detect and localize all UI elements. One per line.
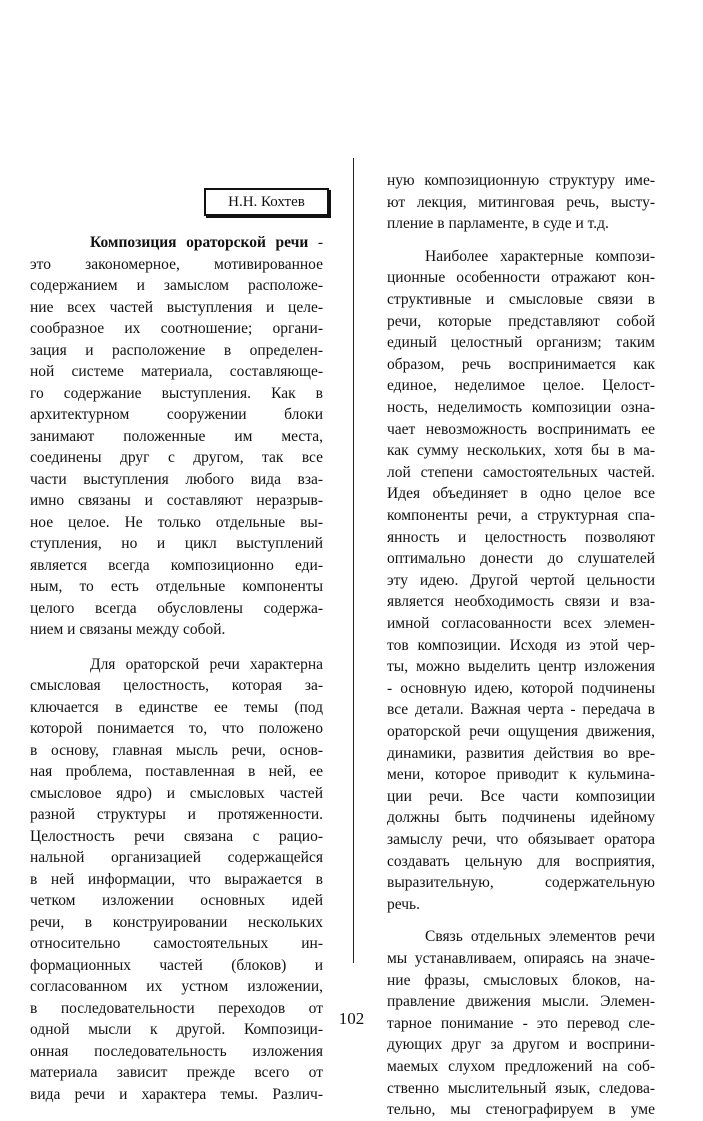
line-text: целого всегда обусловлены содержа- (30, 599, 323, 617)
line-text: единое, неделимое целое. Целост- (387, 377, 655, 395)
line-text: ние всех частей выступления и целе- (30, 298, 323, 316)
line-text: в ней информации, что выражается в (30, 870, 323, 888)
line-text: тарное понимание - это перевод сле- (387, 1014, 655, 1032)
text-line (30, 404, 323, 426)
text-line (387, 548, 655, 570)
line-text: тов композиции. Исходя из этой чер- (387, 636, 655, 654)
text-line (30, 383, 323, 405)
line-text: четком изложении основных идей (30, 892, 323, 909)
line-text: тельно, мы стенографируем в уме (387, 1101, 655, 1119)
text-line (387, 397, 655, 419)
line-text: динамики, развития действия во вре- (387, 744, 655, 762)
line-text: архитектурном сооружении блоки (30, 406, 323, 423)
text-line (30, 890, 323, 912)
line-text: речи, которые представляют собой (387, 312, 655, 330)
text-line (387, 440, 655, 462)
line-text: чает невозможность воспринимать ее (387, 420, 655, 438)
line-text: Идея объединяет в одно целое все (387, 485, 655, 503)
line-text: ораторской речи ощущения движения, (387, 723, 655, 740)
text-line (30, 933, 323, 955)
line-text: ние фразы, смысловых блоков, на- (387, 971, 655, 989)
text-line (30, 976, 323, 998)
line-text: ключается в единстве ее темы (под (30, 698, 323, 716)
line-text: содержанием и замыслом расположе- (30, 277, 323, 294)
text-line (30, 783, 323, 805)
line-text: является необходимость связи и вза- (387, 593, 655, 611)
line-text: является всегда композиционно еди- (30, 556, 323, 574)
text-line (387, 1099, 655, 1121)
text-line (387, 527, 655, 549)
text-line (30, 447, 323, 469)
text-line (30, 361, 323, 383)
text-line (387, 462, 655, 484)
text-line (387, 699, 655, 721)
text-line (30, 512, 323, 534)
text-line (30, 254, 323, 276)
text-line (387, 1056, 655, 1078)
line-text: имной согласованности всех элемен- (387, 615, 655, 632)
text-line (30, 297, 323, 319)
line-text: которой понимается то, что положено (30, 720, 323, 737)
text-line (30, 804, 323, 826)
text-line (425, 246, 655, 268)
page-number: 102 (338, 1009, 365, 1028)
line-text: Для ораторской речи характерна (90, 655, 323, 673)
line-text: относительно самостоятельных ин- (30, 935, 323, 952)
text-line (387, 613, 655, 635)
line-text: формационных частей (блоков) и (30, 956, 323, 974)
text-line (30, 318, 323, 340)
line-text: смысловое ядро) и смысловых частей (30, 784, 323, 802)
text-line (387, 678, 655, 700)
line-text: в последовательности переходов от (30, 999, 323, 1017)
line-text: в основу, главная мысль речи, основ- (30, 741, 323, 759)
line-text: зация и расположение в определен- (30, 341, 323, 359)
line-text: единый целостный организм; таким (387, 334, 655, 352)
text-line (387, 483, 655, 505)
line-text: ное целое. Не только отдельные вы- (30, 513, 323, 531)
line-text: ность, неделимость композиции озна- (387, 399, 655, 416)
text-line (387, 764, 655, 786)
line-text: имно связаны и составляют неразрыв- (30, 492, 323, 509)
text-line (387, 1078, 655, 1100)
bold-term: Композиция ораторской речи (90, 234, 309, 251)
text-line (30, 275, 323, 297)
text-line (387, 872, 655, 894)
text-line (387, 656, 655, 678)
line-text: нальной организацией содержащейся (30, 849, 323, 866)
line-text: Наиболее характерные компози- (425, 247, 655, 265)
text-line (387, 894, 655, 916)
line-text: ты, можно выделить центр изложения (387, 658, 655, 676)
line-text: это закономерное, мотивированное (30, 255, 323, 273)
line-text: должны быть подчинены идейному (387, 809, 655, 827)
line-text: создавать цельную для восприятия, (387, 852, 655, 870)
text-line (30, 555, 323, 577)
line-text: янность и целостность позволяют (387, 528, 655, 546)
line-text: смысловая целостность, которая за- (30, 677, 323, 694)
text-line (387, 267, 655, 289)
text-line (30, 490, 323, 512)
text-line (387, 505, 655, 527)
line-text: все детали. Важная черта - передача в (387, 701, 655, 719)
text-line (387, 970, 655, 992)
line-text: ную композиционную структуру име- (387, 172, 655, 189)
line-text: Целостность речи связана с рацио- (30, 827, 323, 845)
line-text: мы устанавливаем, опираясь на значе- (387, 950, 655, 967)
text-line (30, 826, 323, 848)
line-text: вида речи и характера темы. Различ- (30, 1085, 323, 1103)
line-text: Связь отдельных элементов речи (425, 928, 655, 946)
text-line (30, 1084, 323, 1106)
line-text: нием и связаны между собой. (30, 621, 226, 638)
line-text: сообразное их соотношение; органи- (30, 320, 323, 337)
text-line (30, 847, 323, 869)
line-text: образом, речь воспринимается как (387, 355, 655, 373)
line-text: го содержание выступления. Как в (30, 384, 323, 402)
line-text: занимают положенные им места, (30, 427, 323, 445)
line-text: речь. (387, 895, 420, 913)
line-text: материала зависит прежде всего от (30, 1064, 323, 1081)
text-line (30, 718, 323, 740)
line-text: ной системе материала, составляюще- (30, 363, 323, 380)
text-line (425, 926, 655, 948)
line-text: дующих друг за другом и восприни- (387, 1036, 655, 1054)
line-text: ционные особенности отражают кон- (387, 269, 655, 287)
text-line (30, 619, 323, 641)
column-divider (353, 158, 354, 963)
line-text: ют лекция, митинговая речь, высту- (387, 193, 655, 211)
line-text: компоненты речи, а структурная спа- (387, 507, 655, 524)
text-line (30, 869, 323, 891)
line-text: одной мысли к другой. Композици- (30, 1021, 323, 1038)
text-line (90, 232, 323, 254)
line-text: ная проблема, поставленная в ней, ее (30, 763, 323, 780)
text-line (387, 311, 655, 333)
line-text: - основную идею, которой подчинены (387, 679, 655, 697)
text-line (30, 955, 323, 977)
text-line (387, 948, 655, 970)
text-line (30, 1062, 323, 1084)
line-text: как сумму нескольких, хотя бы в ма- (387, 442, 655, 460)
text-line (30, 469, 323, 491)
line-text: ции речи. Все части композиции (387, 787, 655, 805)
text-line (387, 743, 655, 765)
text-line (30, 426, 323, 448)
text-line (387, 289, 655, 311)
line-text: ным, то есть отдельные компоненты (30, 578, 323, 595)
line-text: ступления, но и цикл выступлений (30, 535, 323, 552)
line-text: выразительную, содержательную (387, 874, 655, 892)
text-line (30, 576, 323, 598)
text-line (387, 807, 655, 829)
text-line (30, 675, 323, 697)
text-line (387, 721, 655, 743)
line-text: части выступления любого вида вза- (30, 470, 323, 488)
line-text: пление в парламенте, в суде и т.д. (387, 215, 609, 233)
line-text: замыслу речи, что обязывает оратора (387, 831, 655, 848)
text-line (387, 591, 655, 613)
text-line (30, 340, 323, 362)
author-name: Н.Н. Кохтев (228, 194, 305, 210)
line-text: онная последовательность изложения (30, 1042, 323, 1060)
text-line (387, 419, 655, 441)
text-line (30, 697, 323, 719)
text-line (387, 354, 655, 376)
line-text: согласованном их устном изложении, (30, 978, 323, 995)
text-line (387, 1034, 655, 1056)
text-line (30, 912, 323, 934)
line-text: - (308, 234, 323, 251)
line-text: лой степени самостоятельных частей. (387, 463, 655, 481)
text-line (30, 761, 323, 783)
text-line (387, 635, 655, 657)
text-line (387, 570, 655, 592)
text-line (387, 786, 655, 808)
line-text: правление движения мысли. Элемен- (387, 993, 655, 1011)
text-line (387, 192, 655, 214)
text-line (387, 829, 655, 851)
line-text: мени, которое приводит к кульмина- (387, 766, 655, 784)
text-line (30, 533, 323, 555)
text-line (387, 332, 655, 354)
line-text: разной структуры и протяженности. (30, 806, 323, 823)
text-line (387, 213, 655, 235)
line-text: эту идею. Другой чертой цельности (387, 571, 655, 589)
text-line (30, 740, 323, 762)
line-text: речи, в конструировании нескольких (30, 913, 323, 931)
line-text: ственно мыслительный язык, следова- (387, 1079, 655, 1097)
line-text: структивные и смысловые связи в (387, 291, 655, 308)
line-text: оптимально донести до слушателей (387, 550, 655, 568)
text-line (387, 375, 655, 397)
text-line (387, 851, 655, 873)
line-text: маемых слухом предложений на соб- (387, 1058, 655, 1075)
text-line (30, 1041, 323, 1063)
author-box (204, 188, 329, 216)
text-line (30, 598, 323, 620)
text-line (387, 170, 655, 192)
line-text: соединены друг с другом, так все (30, 449, 323, 466)
text-line (90, 654, 323, 676)
